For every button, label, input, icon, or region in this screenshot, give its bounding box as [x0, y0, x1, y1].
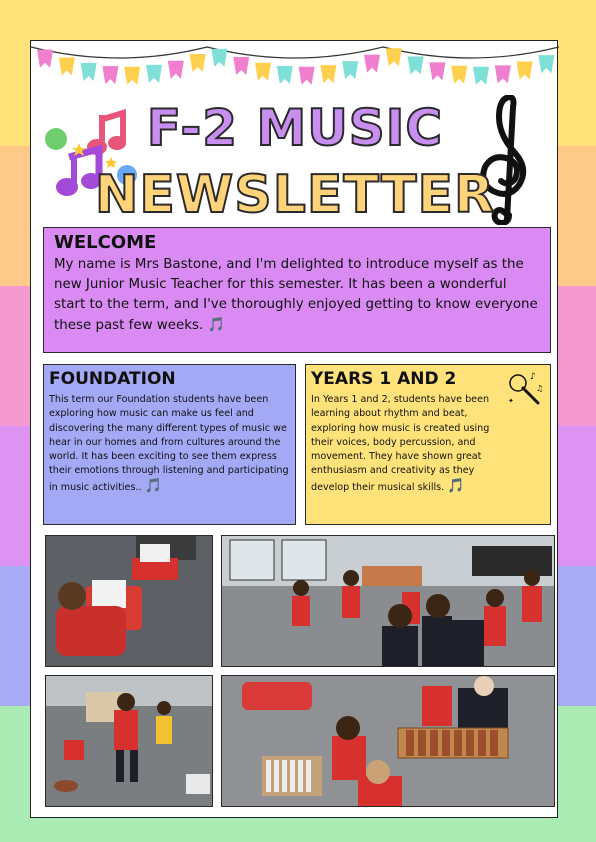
- foundation-text: [49, 393, 290, 495]
- foundation-body: This term our Foundation students have been exploring how music can make us feel and discovering the many different types of music we hear in our homes and from cultures around the world. It has been exciting to see them express their emotions through listening and participating in music activities..: [49, 394, 289, 493]
- years-body: In Years 1 and 2, students have been learning about rhythm and beat, exploring how music is created using their voices, body percussion, and movement. They have shown great enthusiasm and creativity as they develop their musical skills.: [311, 394, 490, 493]
- students-xylophone-photo: [221, 675, 555, 807]
- bunting-flag: [59, 58, 75, 76]
- bunting-flag: [168, 61, 184, 79]
- bunting-flag: [320, 65, 336, 83]
- bunting-flag: [102, 66, 118, 84]
- bunting-flag: [146, 65, 162, 83]
- bunting-decoration: [31, 41, 559, 101]
- welcome-heading: WELCOME: [54, 232, 157, 253]
- bunting-flag: [386, 48, 402, 66]
- svg-text:♫: ♫: [536, 384, 544, 393]
- foundation-heading: FOUNDATION: [49, 369, 176, 389]
- bunting-flag: [473, 67, 489, 85]
- svg-text:♪: ♪: [530, 372, 536, 382]
- bunting-flag: [277, 66, 293, 84]
- microphone-icon: [504, 369, 544, 409]
- bunting-flag: [451, 66, 467, 84]
- welcome-text: [54, 255, 540, 336]
- newsletter-title-line1: F-2 MUSIC: [146, 99, 444, 157]
- bunting-flag: [299, 67, 315, 85]
- bunting-flag: [517, 61, 533, 79]
- bunting-flag: [124, 67, 140, 85]
- years-text: [311, 393, 511, 495]
- bunting-flag: [364, 55, 380, 73]
- students-writing-photo: [45, 535, 213, 667]
- students-dancing-photo: [221, 535, 555, 667]
- bunting-flag: [408, 57, 424, 75]
- bunting-flag: [255, 63, 271, 81]
- bunting-flag: [81, 63, 97, 81]
- bunting-flag: [233, 57, 249, 75]
- welcome-section: [43, 227, 551, 353]
- bunting-flag: [495, 65, 511, 83]
- welcome-body: My name is Mrs Bastone, and I'm delighted to introduce myself as the new Junior Music Teacher for this semester. It has been a wonderful start to the term, and I've thoroughly enjoyed getting to know everyone these past few weeks.: [54, 257, 538, 333]
- bunting-flag: [342, 61, 358, 79]
- music-note-icon: 🎵: [447, 477, 465, 494]
- music-note-icon: 🎵: [207, 317, 225, 333]
- foundation-section: [43, 364, 296, 525]
- bunting-flag: [37, 50, 53, 68]
- bunting-flag: [429, 62, 445, 80]
- music-note-icon: 🎵: [144, 477, 163, 494]
- bunting-flag: [190, 54, 206, 72]
- students-drumming-photo: [45, 675, 213, 807]
- newsletter-title-line2: NEWSLETTER: [94, 165, 496, 225]
- years-heading: YEARS 1 AND 2: [311, 369, 457, 389]
- bunting-flag: [538, 55, 554, 73]
- newsletter-page: [30, 40, 558, 818]
- bunting-flag: [211, 49, 227, 67]
- years-section: [305, 364, 551, 525]
- svg-text:✦: ✦: [508, 397, 514, 405]
